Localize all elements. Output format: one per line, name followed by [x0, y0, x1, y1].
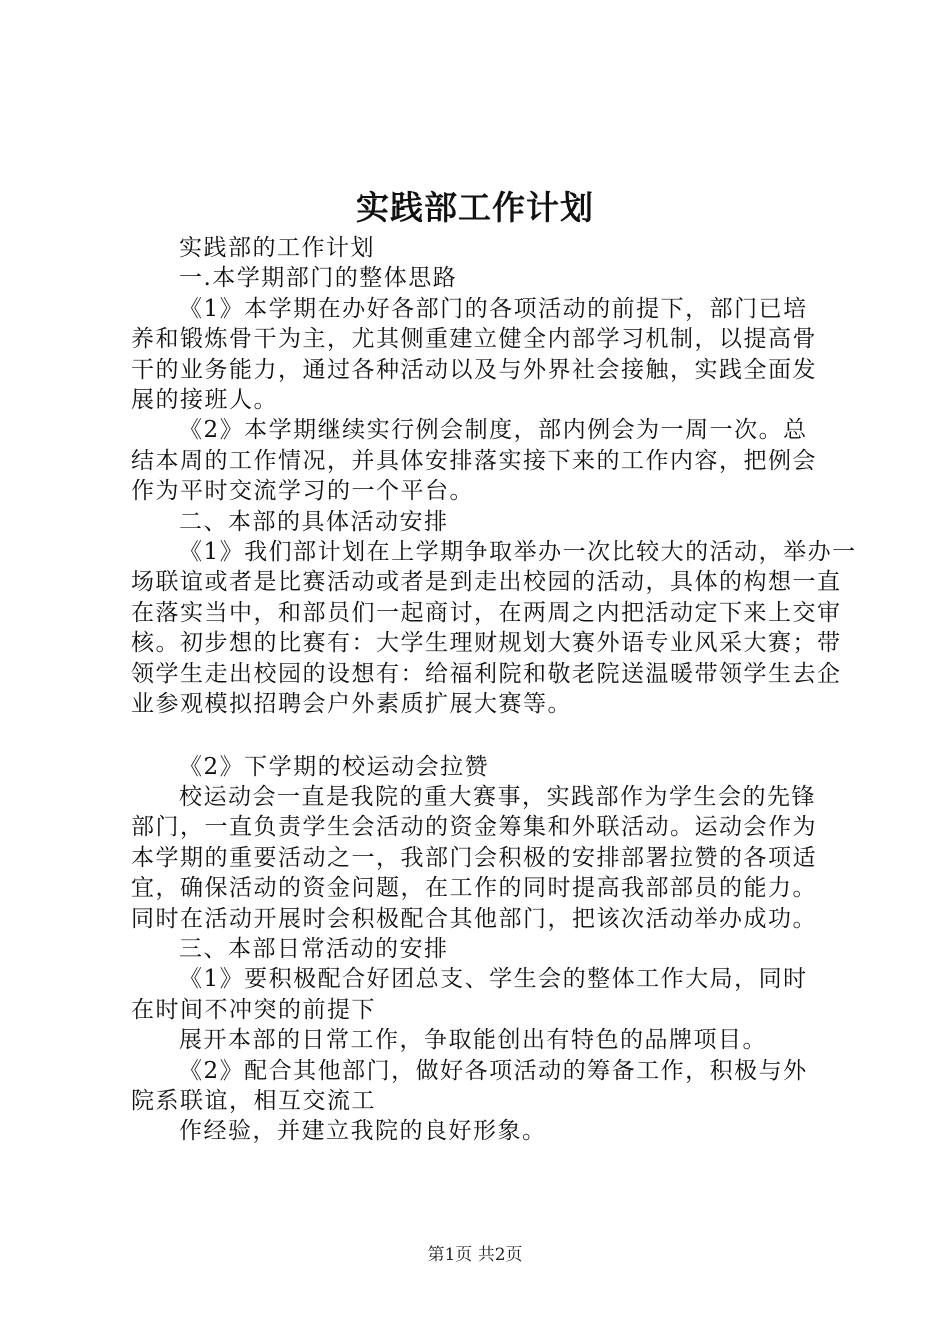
paragraph-1-2: 《2》本学期继续实行例会制度，部内例会为一周一次。总结本周的工作情况，并具体安排落实接下来的工作内容，把例会作为平时交流学习的一个平台。	[131, 417, 817, 505]
paragraph-1-1: 《1》本学期在办好各部门的各项活动的前提下，部门已培养和锻炼骨干为主，尤其侧重建立健全内部学习机制，以提高骨干的业务能力，通过各种活动以及与外界社会接触，实践全面发展的接班人。	[131, 295, 817, 414]
paragraph-3-1-cont: 展开本部的日常工作，争取能创出有特色的品牌项目。	[179, 1027, 767, 1054]
section-heading-2: 二、本部的具体活动安排	[179, 508, 449, 535]
paragraph-heading-plan: 实践部的工作计划	[179, 235, 375, 261]
section-heading-3: 三、本部日常活动的安排	[179, 935, 449, 962]
paragraph-2-1: 《1》我们部计划在上学期争取举办一次比较大的活动，举办一场联谊或者是比赛活动或者是到走出校园的活动，具体的构想一直在落实当中，和部员们一起商讨，在两周之内把活动定下来上交审核。初步想的比赛有：大学生理财规划大赛外语专业风采大赛；带领学生走出校园的设想有：给福利院和敬老院送温暖带领学生去企业参观模拟招聘会户外素质扩展大赛等。	[131, 539, 857, 718]
paragraph-2-2: 校运动会一直是我院的重大赛事，实践部作为学生会的先锋部门，一直负责学生会活动的资金筹集和外联活动。运动会作为本学期的重要活动之一，我部门会积极的安排部署拉赞的各项适宜，确保活动的资金问题，在工作的同时提高我部部员的能力。同时在活动开展时会积极配合其他部门，把该次活动举办成功。	[131, 783, 817, 932]
document-title: 实践部工作计划	[356, 188, 594, 227]
section-heading-1: 一.本学期部门的整体思路	[179, 265, 458, 292]
page-footer: 第1页 共2页	[427, 1245, 523, 1265]
paragraph-3-1: 《1》要积极配合好团总支、学生会的整体工作大局，同时在时间不冲突的前提下	[131, 966, 808, 1023]
paragraph-2-2-heading: 《2》下学期的校运动会拉赞	[179, 753, 490, 780]
document-body	[131, 233, 857, 1147]
paragraph-3-2-cont: 作经验，并建立我院的良好形象。	[179, 1118, 547, 1145]
paragraph-3-2: 《2》配合其他部门，做好各项活动的筹备工作，积极与外院系联谊，相互交流工	[131, 1057, 808, 1114]
